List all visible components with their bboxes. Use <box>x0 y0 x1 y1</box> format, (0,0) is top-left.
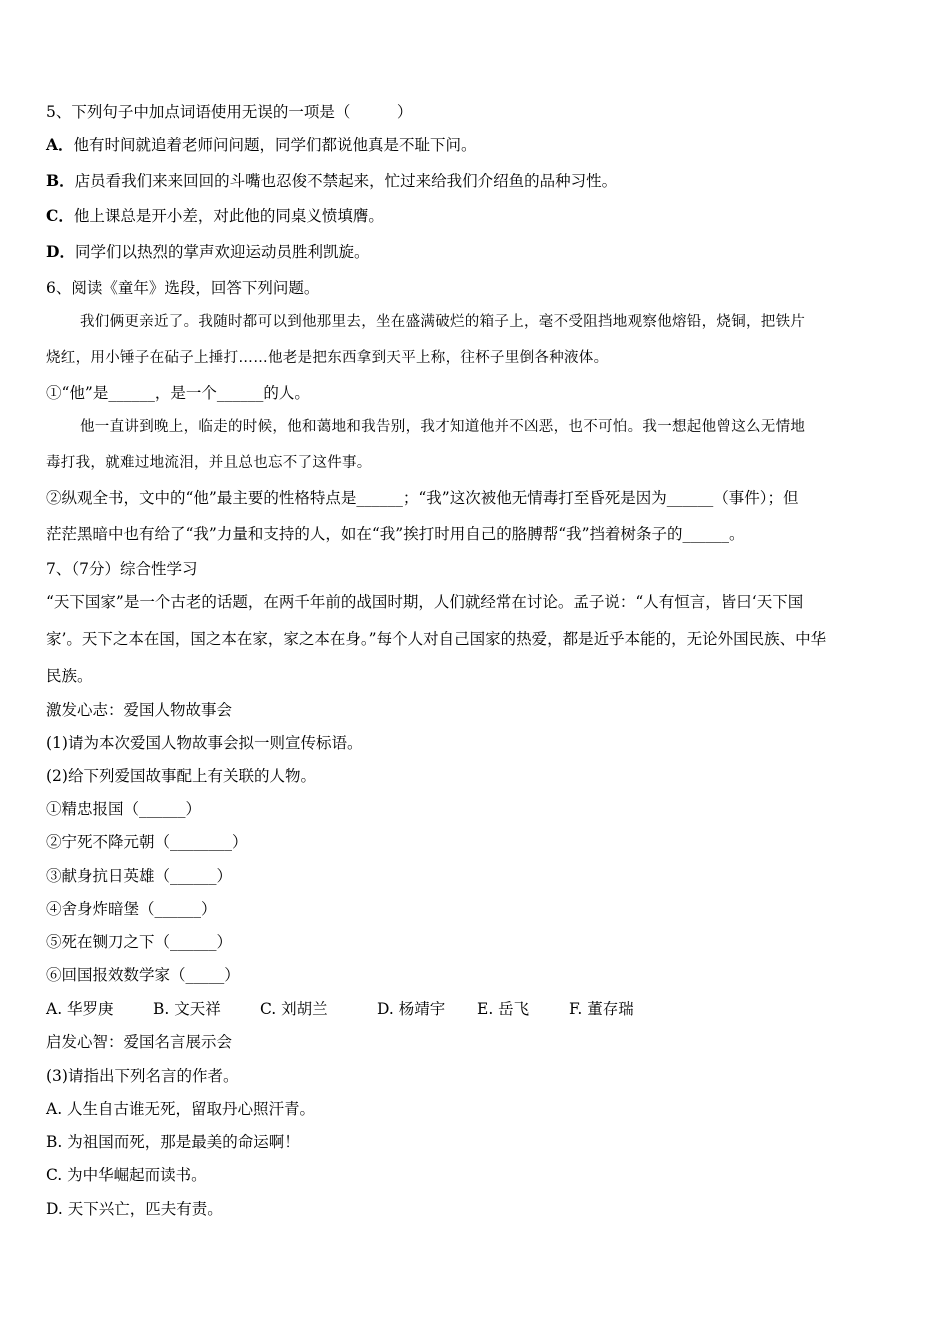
q6-question2-line2: 茫茫黑暗中也有给了“我”力量和支持的人，如在“我”挨打时用自己的胳膊帮“我”挡着树条子的______。 <box>46 525 745 543</box>
q5-option-b <box>46 170 910 192</box>
quote-item: D. 天下兴亡，匹夫有责。 <box>46 1200 223 1218</box>
option-text: 同学们以热烈的掌声欢迎运动员胜利凯旋。 <box>74 243 370 261</box>
choice-item: D. 杨靖宇 <box>377 1000 446 1018</box>
q6-question1: ①“他”是______，是一个______的人。 <box>46 384 310 402</box>
q5-option-d <box>46 241 910 263</box>
q6-passage2-line1: 他一直讲到晚上，临走的时候，他和蔼地和我告别，我才知道他并不凶恶，也不可怕。我一想起他曾这么无情地 <box>80 419 806 435</box>
q7-stem: 7、（7分）综合性学习 <box>46 560 198 578</box>
q6-passage1-line1: 我们俩更亲近了。我随时都可以到他那里去，坐在盛满破烂的箱子上，毫不受阻挡地观察他熔铅，烧铜，把铁片 <box>80 314 806 330</box>
option-text: 他上课总是开小差，对此他的同桌义愤填膺。 <box>73 207 384 225</box>
q7-section1-title: 激发心志：爱国人物故事会 <box>46 701 233 719</box>
q5-stem: 5、下列句子中加点词语使用无误的一项是（ ） <box>46 103 413 121</box>
q5-option-a <box>46 134 910 156</box>
quote-item: A. 人生自古谁无死，留取丹心照汗青。 <box>46 1100 316 1118</box>
story-item: ②宁死不降元朝（________） <box>46 833 248 851</box>
q6-question2-line1: ②纵观全书，文中的“他”最主要的性格特点是______；“我”这次被他无情毒打至昏死是因为______（事件）；但 <box>46 489 799 507</box>
choice-item: F. 董存瑞 <box>569 1000 634 1018</box>
q7-sub1: (1)请为本次爱国人物故事会拟一则宣传标语。 <box>46 734 363 752</box>
quote-item: C. 为中华崛起而读书。 <box>46 1166 207 1184</box>
option-letter: D． <box>46 242 75 261</box>
story-item: ⑥回国报效数学家（_____） <box>46 966 240 984</box>
q5-option-c <box>46 205 910 227</box>
story-item: ⑤死在铡刀之下（______） <box>46 933 233 951</box>
q6-stem: 6、阅读《童年》选段，回答下列问题。 <box>46 279 320 297</box>
choice-item: E. 岳飞 <box>477 1000 530 1018</box>
story-item: ③献身抗日英雄（______） <box>46 867 233 885</box>
quote-item: B. 为祖国而死，那是最美的命运啊！ <box>46 1133 300 1151</box>
story-item: ①精忠报国（______） <box>46 800 202 818</box>
q6-passage1-line2: 烧红，用小锤子在砧子上捶打……他老是把东西拿到天平上称，往杯子里倒各种液体。 <box>46 350 609 366</box>
option-letter: A． <box>46 135 74 154</box>
q7-intro-line2: 家’。天下之本在国，国之本在家，家之本在身。”每个人对自己国家的热爱，都是近乎本能的，无论外国民族、中华 <box>46 630 827 648</box>
choice-item: C. 刘胡兰 <box>260 1000 328 1018</box>
person-choices <box>46 998 910 1020</box>
story-item: ④舍身炸暗堡（______） <box>46 900 217 918</box>
q7-intro-line3: 民族。 <box>46 667 93 685</box>
choice-item: A. 华罗庚 <box>46 1000 114 1018</box>
q6-passage2-line2: 毒打我，就难过地流泪，并且总也忘不了这件事。 <box>46 455 372 471</box>
q7-sub2: (2)给下列爱国故事配上有关联的人物。 <box>46 767 316 785</box>
q7-sub3: (3)请指出下列名言的作者。 <box>46 1067 239 1085</box>
option-letter: C． <box>46 206 74 225</box>
q7-intro-line1: “天下国家”是一个古老的话题，在两千年前的战国时期，人们就经常在讨论。孟子说：“人有恒言，皆曰‘天下国 <box>46 593 804 611</box>
option-letter: B． <box>46 171 75 190</box>
option-text: 店员看我们来来回回的斗嘴也忍俊不禁起来，忙过来给我们介绍鱼的品种习性。 <box>74 172 618 190</box>
q7-section2-title: 启发心智：爱国名言展示会 <box>46 1033 233 1051</box>
choice-item: B. 文天祥 <box>153 1000 221 1018</box>
option-text: 他有时间就追着老师问问题，同学们都说他真是不耻下问。 <box>73 136 477 154</box>
